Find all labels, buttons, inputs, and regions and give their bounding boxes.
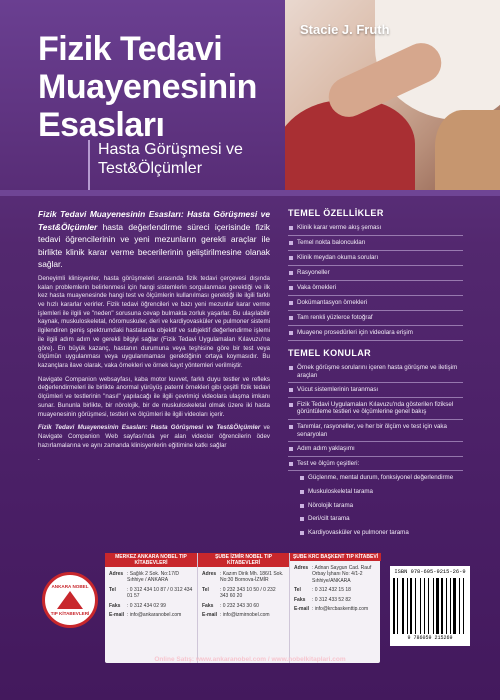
book-subtitle bbox=[88, 140, 285, 192]
title-line: Muayenesinin bbox=[38, 68, 257, 106]
barcode-bar bbox=[447, 578, 449, 634]
barcode-number: 9 786059 215269 bbox=[407, 635, 453, 641]
office-heading: ŞUBE KRC BAŞKENT TIP KİTABEVİ bbox=[290, 553, 381, 561]
barcode-bar bbox=[415, 578, 416, 634]
office-label: Tel bbox=[294, 587, 301, 594]
barcode-bar bbox=[399, 578, 401, 634]
barcode-bar bbox=[450, 578, 451, 634]
barcode-bar bbox=[407, 578, 408, 634]
barcode-bar bbox=[413, 578, 415, 634]
office-label: Tel bbox=[202, 586, 209, 593]
barcode-bar bbox=[457, 578, 459, 634]
barcode-bar bbox=[428, 578, 430, 634]
office-label: Adres bbox=[109, 571, 124, 577]
barcode-bar bbox=[426, 578, 427, 634]
barcode-bar bbox=[463, 578, 465, 634]
barcode-bar bbox=[405, 578, 406, 634]
office-phone: : 0 312 434 10 87 / 0 312 434 01 57 bbox=[127, 586, 193, 600]
topic-item: Adım adım yaklaşımı bbox=[288, 442, 463, 457]
office-label: Faks bbox=[109, 602, 121, 609]
feature-item: Dokümantasyon örnekleri bbox=[288, 296, 463, 311]
lead-rest: hasta değerlendirme süreci içerisinde fizik tedavi öğrencilerinin ve yeni mezunların gerekli araçlar ile birlikte klinik karar verme becerilerinin geliştirilmesine olanak sağlar. bbox=[38, 221, 270, 270]
office-block bbox=[289, 553, 381, 663]
subtitle-line: Test&Ölçümler bbox=[98, 160, 203, 177]
topic-item: Test ve ölçüm çeşitleri: bbox=[288, 457, 463, 472]
barcode-bar bbox=[408, 578, 409, 634]
book-title bbox=[38, 30, 288, 144]
office-address: : Kazım Dirik Mh. 186/1 Sok. No:30 Bornova-İZMİR bbox=[220, 571, 284, 584]
barcode-bars bbox=[393, 578, 467, 634]
office-label: Adres bbox=[294, 565, 309, 571]
lead-paragraph bbox=[38, 208, 270, 271]
subtopic-item: Muskuloskeletal tarama bbox=[288, 485, 463, 499]
barcode-bar bbox=[397, 578, 398, 634]
subtopic-item: Güçlenme, mental durum, fonksiyonel değerlendirme bbox=[288, 471, 463, 485]
barcode-bar bbox=[453, 578, 455, 634]
office-label: Faks bbox=[202, 602, 214, 609]
barcode-bar bbox=[420, 578, 421, 634]
office-heading: ŞUBE İZMİR NOBEL TIP KİTABEVLERİ bbox=[198, 553, 289, 567]
topic-item: Tanımlar, rasyoneller, ve her bir ölçüm ve test için vaka senaryoları bbox=[288, 420, 463, 442]
barcode-bar bbox=[446, 578, 447, 634]
barcode-bar bbox=[435, 578, 436, 634]
topics-list bbox=[288, 361, 463, 539]
barcode-bar bbox=[461, 578, 462, 634]
office-block bbox=[105, 553, 197, 663]
barcode-bar bbox=[444, 578, 445, 634]
office-fax: : 0 312 434 02 99 bbox=[127, 602, 166, 609]
feature-item: Rasyoneller bbox=[288, 266, 463, 281]
lead-bold: Fizik Tedavi Muayenesinin Esasları: Hasta Görüşmesi ve Test&Ölçümler bbox=[38, 209, 270, 232]
paragraph bbox=[38, 424, 270, 450]
office-label: E-mail bbox=[109, 612, 125, 619]
topics-heading: TEMEL KONULAR bbox=[288, 348, 372, 358]
barcode-bar bbox=[424, 578, 426, 634]
barcode-bar bbox=[396, 578, 397, 634]
logo-text-top: ANKARA NOBEL bbox=[51, 584, 89, 589]
office-label: E-mail bbox=[294, 606, 310, 613]
barcode-bar bbox=[410, 578, 412, 634]
subtitle-line: Hasta Görüşmesi ve bbox=[98, 141, 243, 158]
topic-item: Örnek görüşme sorularını içeren hasta görüşme ve iletişim araçları bbox=[288, 361, 463, 383]
title-line: Fizik Tedavi bbox=[38, 30, 223, 68]
offices-panel bbox=[105, 553, 380, 663]
office-address: : Sağlık 2 Sok. No:17/D Sıhhiye / ANKARA bbox=[127, 571, 179, 584]
title-line: Esasları bbox=[38, 106, 165, 144]
barcode-bar bbox=[440, 578, 441, 634]
paragraph: Navigate Companion websayfası, kaba motor kuvvet, farklı duyu testler ve refleks değerlendirmeleri ile birlikte anormal yürüyüş paternl örnekleri gibi çeşitli fizik tedavi ölçümleri ve testlerinin "nasıl" yapılacağı ile ilgili çevrimiçi videolara ulaşma imkanı sunar. Bununla birlikte, bir nörolojik, bir de muskuloskeletal olmak üzere iki hasta muayenesinin görüşmesi, testleri ve ölçümleri ile ilgili videoları içerir. bbox=[38, 375, 270, 418]
barcode-bar bbox=[393, 578, 395, 634]
office-block bbox=[197, 553, 289, 663]
barcode-bar bbox=[452, 578, 453, 634]
barcode-bar bbox=[433, 578, 434, 634]
features-list bbox=[288, 221, 463, 341]
subtopic-item: Nörolojik tarama bbox=[288, 499, 463, 513]
features-heading: TEMEL ÖZELLİKLER bbox=[288, 208, 384, 218]
office-label: Adres bbox=[202, 571, 217, 577]
features-column bbox=[288, 208, 463, 539]
office-email: : info@izmirnobel.com bbox=[220, 612, 270, 619]
office-heading: MERKEZ ANKARA NOBEL TIP KİTABEVLERİ bbox=[105, 553, 197, 567]
subtopic-item: Kardiyovasküler ve pulmoner tarama bbox=[288, 526, 463, 540]
office-email: : info@ankaranobel.com bbox=[127, 612, 182, 619]
office-label: Faks bbox=[294, 596, 306, 603]
barcode-bar bbox=[430, 578, 432, 634]
divider-band bbox=[0, 190, 500, 196]
barcode-bar bbox=[422, 578, 423, 634]
feature-item: Muayene prosedürleri için videolara erişim bbox=[288, 326, 463, 341]
office-label: Tel bbox=[109, 586, 116, 593]
barcode-bar bbox=[402, 578, 404, 634]
office-phone: : 0 232 343 10 50 / 0 232 343 60 20 bbox=[220, 586, 276, 600]
feature-item: Klinik meydan okuma soruları bbox=[288, 251, 463, 266]
subtopic-item: Deri/cilt tarama bbox=[288, 512, 463, 526]
feature-item: Temel nokta baloncukları bbox=[288, 236, 463, 251]
paragraph-rest: ve Navigate Companion Web sayfası'nda yer alan videolar öğrencilerin ödev hazırlamalarına ve aynı zamanda klinisyenlerin eğitimine katkı sağlar bbox=[38, 424, 270, 449]
office-address: : Adnan Saygun Cad. Rauf Orbay İşhanı No: 4/1-2 Sıhhiye/ANKARA bbox=[312, 565, 372, 584]
office-fax: : 0 312 433 52 82 bbox=[312, 596, 351, 603]
barcode-bar bbox=[436, 578, 438, 634]
office-label: E-mail bbox=[202, 612, 218, 619]
online-sales: Online Satış: www.ankaranobel.com / www.nobelkitaplari.com bbox=[154, 656, 346, 663]
barcode-bar bbox=[417, 578, 419, 634]
isbn-text: ISBN 978-605-9215-26-9 bbox=[394, 569, 466, 575]
feature-item: Vaka örnekleri bbox=[288, 281, 463, 296]
feature-item: Tam renkli yüzlerce fotoğraf bbox=[288, 311, 463, 326]
barcode-bar bbox=[441, 578, 443, 634]
feature-item: Klinik karar verme akış şeması bbox=[288, 221, 463, 236]
barcode-bar bbox=[459, 578, 460, 634]
topic-item: Fizik Tedavi Uygulamaları Kılavuzu'nda gösterilen fiziksel görüntüleme testleri ve ölçümlerine genel bakış bbox=[288, 398, 463, 420]
barcode bbox=[390, 566, 470, 646]
paragraph: . bbox=[38, 455, 40, 463]
office-phone: : 0 312 432 15 18 bbox=[312, 587, 351, 594]
office-email: : info@krcbaskenttip.com bbox=[312, 606, 369, 613]
description-column bbox=[38, 208, 270, 469]
paragraph-bold: Fizik Tedavi Muayenesinin Esasları: Hasta Görüşmesi ve Test&Ölçümler bbox=[38, 424, 261, 432]
logo-text-bottom: TIP KİTABEVLERİ bbox=[50, 611, 90, 616]
paragraph: Deneyimli klinisyenler, hasta görüşmeleri sırasında fizik tedavi çerçevesi dışında kalan problemlerin belirlenmesi için hangi sistemlerin sorgulanması gerektiği ve ilk kez hasta muayenesinde hangi test ve ölçümlerin kullanılması gerektiği ile ilgili farklı ve hızlı kararlar verirler. Fizik tedavi öğrencileri ve bazı yeni mezunlar karar verme işlemleri ile ilgili ve "neden" sorusuna cevap bulmakta zorluk yaşarlar. Bu ulaşılabilir kaynak, muskuloskeletal, nöromuskuler, deri ve kardiyovasküler ve pulmoner sistemi ilgilendiren geniş spektrumdaki hastalarda objektif ve subjektif değerlendirme işlemi ile ilgili adım adım ve gerekli bilgiyi sağlar (Fizik Tedavi Uygulamaları Kılavuzu'na göre). En büyük kazanç, hastanın durumuna veya teşhisine göre bir test veya ölçümün uygulanması veya uygulanmaması gerektiğinin ortaya koymasıdır. Bu kazançlara ilave olarak, vaka örnekleri ve örnek kayıt yöntemleri verilmiştir. bbox=[38, 274, 270, 369]
author-name: Stacie J. Fruth bbox=[300, 22, 390, 37]
barcode-bar bbox=[465, 578, 466, 634]
topic-item: Vücut sistemlerinin taranması bbox=[288, 383, 463, 398]
office-fax: : 0 232 343 30 60 bbox=[220, 602, 259, 609]
